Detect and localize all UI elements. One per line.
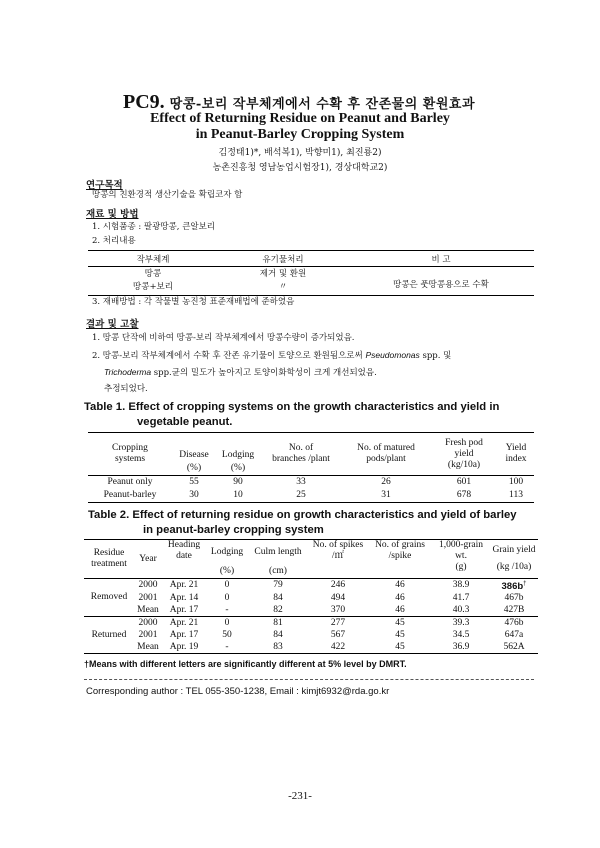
t1-cell: 10 — [233, 490, 243, 500]
t2-cell: 422 — [330, 641, 346, 652]
t1-h-fresh-2: yield — [454, 448, 474, 459]
t2-cell: 46 — [395, 580, 405, 591]
t1-h-disease-unit: (%) — [186, 462, 202, 473]
t1-cell: 678 — [456, 490, 472, 500]
t2-cell: 41.7 — [452, 592, 470, 603]
results-item-2-line3: 추정되었다. — [104, 384, 148, 394]
t1-cell: 90 — [233, 477, 243, 487]
t1-cell: 33 — [296, 477, 306, 487]
t2-h-residue — [84, 540, 134, 579]
t2-cell: 2000 — [138, 580, 158, 591]
table1-header-row1 — [88, 433, 534, 462]
t1-h-lodging-unit: (%) — [230, 462, 246, 473]
t1-cell: 30 — [189, 490, 199, 500]
t1-cell: 25 — [296, 490, 306, 500]
t2-h-grain-yield-2: (kg /10a) — [496, 562, 532, 572]
t2-cell: 427B — [503, 604, 525, 615]
t2-cell: 40.3 — [452, 604, 470, 615]
footnote-dagger: † — [84, 659, 90, 669]
th-cropping-system: 작부체계 — [136, 254, 170, 265]
page-number: -231- — [288, 790, 312, 802]
table-row — [84, 641, 538, 654]
th-organic-treatment: 유기물처리 — [262, 254, 304, 265]
t1-cell: 31 — [381, 490, 391, 500]
t1-h-pods-1: No. of matured — [357, 443, 415, 453]
table2 — [84, 539, 538, 654]
t2-h-spikes-2: /㎡ — [331, 551, 345, 561]
t1-h-pods-2: pods/plant — [366, 454, 406, 464]
table2-header-row1 — [84, 540, 538, 566]
t1-cell: 26 — [381, 477, 391, 487]
t2-cell: 2001 — [138, 629, 158, 640]
t2-h-spikes-1: No. of spikes — [312, 540, 364, 550]
purpose-text: 땅콩의 친환경적 생산기술을 확립코자 함 — [92, 190, 243, 200]
t1-h-cropping-1: Cropping — [112, 443, 148, 453]
divider — [84, 679, 534, 680]
t1-h-branches-1: No. of — [288, 443, 314, 453]
table1 — [88, 432, 534, 503]
cell-treatments — [218, 267, 348, 296]
t2-h-lodging-unit: (%) — [219, 566, 235, 577]
t2-h-grain-wt-2: wt. — [455, 551, 467, 561]
t2-h-grains-1: No. of grains — [375, 540, 425, 550]
t2-cell: 45 — [395, 617, 405, 628]
t1-cell: 113 — [509, 490, 523, 500]
cell-note: 땅콩은 풋땅콩용으로 수확 — [393, 280, 489, 290]
t2-h-grain-wt-1: 1,000-grain — [438, 540, 484, 550]
table-row — [84, 592, 538, 604]
t1-cell: Peanut only — [107, 477, 153, 487]
authors — [0, 145, 600, 158]
t2-h-heading-2: date — [176, 551, 192, 561]
corresponding-author: Corresponding author : TEL 055-350-1238, Email : kimjt6932@rda.go.kr — [86, 686, 390, 697]
title-english-line1: Effect of Returning Residue on Peanut and Barley — [150, 111, 450, 126]
t2-cell: 39.3 — [452, 617, 470, 628]
t2-h-heading — [162, 540, 206, 579]
t2-cell: 46 — [395, 592, 405, 603]
t1-h-fresh — [430, 433, 498, 476]
t2-cell: 246 — [330, 580, 346, 591]
t2-cell: 34.5 — [452, 629, 470, 640]
t1-h-cropping-2: systems — [114, 454, 146, 464]
t2-cell: 370 — [330, 604, 346, 615]
t2-cell: Apr. 21 — [169, 580, 199, 591]
t2-h-residue-2: treatment — [91, 559, 127, 569]
t1-h-fresh-3: (kg/10a) — [447, 459, 481, 470]
t2-h-residue-1: Residue — [93, 548, 125, 558]
results-item-2-text-b: spp.균의 밀도가 높아지고 토양이화학성이 크게 개선되었음. — [153, 368, 377, 378]
footnote-text: Means with different letters are significantly different at 5% level by DMRT. — [89, 659, 407, 669]
methods-item-1: 1. 시험품종 : 팔광땅콩, 큰알보리 — [92, 222, 216, 232]
t2-cell: 567 — [330, 629, 346, 640]
authors-text: 김정태1)*, 배석복1), 박향미1), 최진룡2) — [218, 148, 382, 158]
t2-cell-highlight — [490, 579, 538, 593]
t2-h-heading-1: Heading — [167, 540, 201, 550]
t1-h-disease: Disease — [179, 450, 209, 460]
t2-h-spikes — [308, 540, 368, 579]
t1-cell: 55 — [189, 477, 199, 487]
t2-cell: Apr. 19 — [169, 641, 199, 652]
results-item-2-line2 — [104, 364, 377, 381]
t2-cell: Mean — [137, 604, 159, 615]
t2-cell: 2000 — [138, 617, 158, 628]
t1-h-lodging: Lodging — [221, 450, 255, 460]
table2-caption-2: in peanut-barley cropping system — [143, 524, 324, 536]
t2-cell: Apr. 17 — [169, 604, 199, 615]
t2-cell: 79 — [273, 580, 283, 591]
t2-cell: Apr. 17 — [169, 629, 199, 640]
results-item-2-text: 2. 땅콩-보리 작부체계에서 수확 후 잔존 유기물이 토양으로 환원됨으로써 — [92, 351, 363, 361]
t2-cell: 467b — [504, 592, 524, 603]
t2-h-culm-unit: (cm) — [269, 566, 287, 577]
t2-cell: 84 — [273, 629, 283, 640]
t1-h-branches-2: branches /plant — [272, 454, 330, 464]
t2-cell-value: 386b — [501, 581, 524, 593]
t2-h-grain-yield-1: Grain yield — [492, 545, 536, 555]
t2-cell: 476b — [504, 617, 524, 628]
methods-heading: 재료 및 방법 — [86, 209, 139, 220]
t2-cell: 277 — [330, 617, 346, 628]
t1-h-branches — [260, 433, 342, 476]
table-row — [84, 579, 538, 593]
methods-item-3: 3. 재배방법 : 각 작물별 농진청 표준재배법에 준하였음 — [92, 297, 295, 307]
results-item-2-line1 — [92, 347, 451, 364]
treatment-table — [88, 250, 534, 296]
system-peanut: 땅콩 — [144, 269, 162, 279]
t2-h-grain-wt — [432, 540, 490, 579]
t2-cell: 0 — [224, 580, 230, 591]
table-row — [84, 604, 538, 617]
paper-code: PC9. — [123, 91, 165, 113]
t2-h-grains-2: /spike — [388, 551, 412, 561]
t2-cell: - — [225, 641, 229, 652]
t2-cell: Mean — [137, 641, 159, 652]
t2-group-returned: Returned — [91, 629, 127, 640]
t2-h-grains — [368, 540, 432, 579]
title-korean: 땅콩-보리 작부체계에서 수확 후 잔존물의 환원효과 — [169, 97, 476, 112]
th-note: 비 고 — [431, 254, 451, 265]
t2-cell: 83 — [273, 641, 283, 652]
t2-h-grain-yield — [490, 540, 538, 579]
t1-h-yield-index: Yield index — [505, 443, 527, 464]
purpose-heading: 연구목적 — [86, 180, 123, 191]
t2-cell: 647a — [504, 629, 524, 640]
t2-cell: 81 — [273, 617, 283, 628]
t2-cell: Apr. 21 — [169, 617, 199, 628]
results-item-2-spp: spp. 및 — [422, 351, 452, 361]
treatment-remove-return: 제거 및 환원 — [259, 269, 307, 279]
t2-h-lodging: Lodging — [210, 547, 244, 558]
methods-item-2: 2. 처리내용 — [92, 236, 136, 246]
t2-h-grain-wt-3: (g) — [455, 562, 467, 572]
trichoderma: Trichoderma — [104, 367, 152, 377]
t2-cell: 46 — [395, 604, 405, 615]
t2-cell: Apr. 14 — [169, 592, 199, 603]
pseudomonas: Pseudomonas — [365, 350, 420, 360]
t2-group-removed: Removed — [90, 592, 128, 603]
t2-cell: 0 — [224, 617, 230, 628]
t2-cell: 36.9 — [452, 641, 470, 652]
treatment-table-header — [88, 251, 534, 267]
t1-cell: Peanut-barley — [103, 490, 157, 500]
t2-cell: 45 — [395, 641, 405, 652]
t1-h-cropping — [88, 433, 172, 476]
table-row — [84, 629, 538, 641]
t2-cell: 562A — [503, 641, 525, 652]
t2-cell: 82 — [273, 604, 283, 615]
t2-cell: 38.9 — [452, 580, 470, 591]
t1-h-pods — [342, 433, 430, 476]
t2-cell: 0 — [224, 592, 230, 603]
table-row — [88, 489, 534, 503]
t2-cell: - — [225, 604, 229, 615]
affiliations: 농촌진흥청 영남농업시험장1), 경상대학교2) — [212, 163, 388, 173]
table2-caption-1: Table 2. Effect of returning residue on growth characteristics and yield of barley — [88, 509, 517, 521]
t2-h-year: Year — [139, 553, 157, 564]
t2-cell: 2001 — [138, 592, 158, 603]
table2-footnote — [84, 659, 407, 669]
table1-caption-1: Table 1. Effect of cropping systems on the growth characteristics and yield in — [84, 401, 500, 413]
table-row — [84, 617, 538, 630]
system-peanut-barley: 땅콩+보리 — [133, 282, 173, 292]
t2-h-culm: Culm length — [254, 547, 302, 558]
treatment-ditto: 〃 — [278, 282, 288, 292]
results-item-1: 1. 땅콩 단작에 비하여 땅콩-보리 작부체계에서 땅콩수량이 증가되었음. — [92, 333, 355, 343]
t1-cell: 100 — [508, 477, 524, 487]
t1-cell: 601 — [456, 477, 472, 487]
treatment-table-row — [88, 267, 534, 296]
footnote-mark: † — [523, 581, 527, 587]
t2-cell: 50 — [222, 629, 232, 640]
t1-h-fresh-1: Fresh pod — [445, 437, 483, 448]
title-english-line2: in Peanut-Barley Cropping System — [195, 127, 405, 142]
t2-cell: 45 — [395, 629, 405, 640]
cell-systems — [88, 267, 218, 296]
t2-cell: 494 — [330, 592, 346, 603]
t2-cell: 84 — [273, 592, 283, 603]
results-heading: 결과 및 고찰 — [86, 319, 139, 330]
table-row — [88, 476, 534, 490]
table1-caption-2: vegetable peanut. — [137, 416, 233, 428]
